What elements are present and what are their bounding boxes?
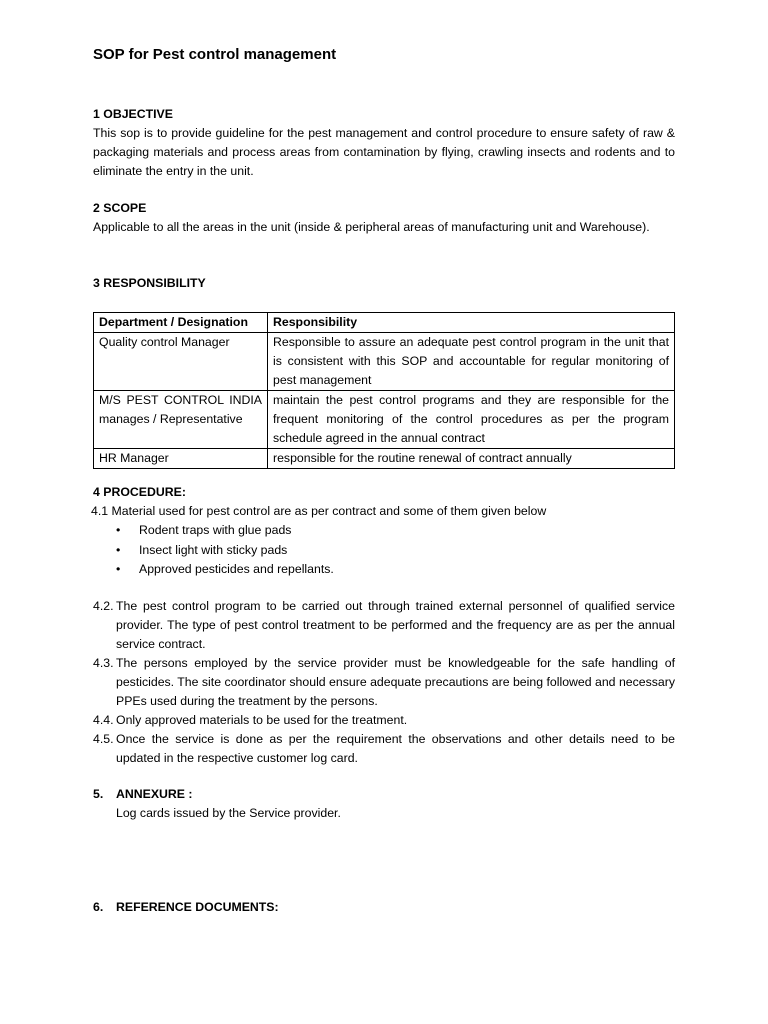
section-scope [93,199,675,237]
table-header-cell: Department / Designation [94,313,268,333]
step-text: Only approved materials to be used for the treatment. [116,713,408,727]
table-cell: HR Manager [94,449,268,469]
list-item: • Rodent traps with glue pads [93,521,675,541]
objective-text: This sop is to provide guideline for the pest management and control procedure to ensure safety of raw & packaging materials and process areas from contamination by flying, crawling insects and rodents and to eliminate the entry in the unit. [93,126,675,178]
section-objective [93,105,675,181]
annexure-heading: ANNEXURE : [116,787,193,801]
table-cell: M/S PEST CONTROL INDIA manages / Representative [94,391,268,449]
annexure-heading-row [93,785,675,804]
section-procedure [93,483,675,580]
step-number: 4.5. [93,732,114,746]
table-cell: maintain the pest control programs and they are responsible for the frequent monitoring of the control procedures as per the program schedule agreed in the annual contract [268,391,675,449]
responsibility-table [93,312,675,469]
table-row [94,391,675,449]
table-row [94,449,675,469]
step-number: 4.2. [93,599,114,613]
step-text: The pest control program to be carried out through trained external personnel of qualified service provider. The type of pest control treatment to be performed and the frequency are as per the annual service contract. [116,599,675,651]
section-annexure [93,785,675,823]
table-row [94,333,675,391]
responsibility-heading: 3 RESPONSIBILITY [93,276,206,290]
table-cell: responsible for the routine renewal of contract annually [268,449,675,469]
table-header-row [94,313,675,333]
reference-heading-row [93,898,675,917]
procedure-steps [93,597,675,768]
procedure-step [93,730,675,768]
reference-number: 6. [93,900,104,914]
step-number: 4.4. [93,713,114,727]
step-text: Once the service is done as per the requirement the observations and other details need to be updated in the respective customer log card. [116,732,675,765]
procedure-step [93,654,675,711]
step-number: 4.3. [93,656,114,670]
document-title: SOP for Pest control management [93,46,337,63]
reference-heading: REFERENCE DOCUMENTS: [116,900,279,914]
table-cell: Quality control Manager [94,333,268,391]
annexure-text: Log cards issued by the Service provider. [116,806,341,820]
responsibility-table-wrap [93,312,675,469]
procedure-step [93,711,675,730]
annexure-number: 5. [93,787,104,801]
procedure-heading: 4 PROCEDURE: [93,485,186,499]
section-reference [93,898,675,917]
list-item: • Insect light with sticky pads [93,541,675,561]
procedure-bullet-list [93,521,675,580]
procedure-intro: 4.1 Material used for pest control are as per contract and some of them given below [91,504,547,518]
table-header-cell: Responsibility [268,313,675,333]
table-cell: Responsible to assure an adequate pest control program in the unit that is consistent with this SOP and accountable for regular monitoring of pest management [268,333,675,391]
objective-heading: 1 OBJECTIVE [93,107,173,121]
step-text: The persons employed by the service provider must be knowledgeable for the safe handling of pesticides. The site coordinator should ensure adequate precautions are being followed and necessary PPEs used during the treatment by the persons. [116,656,675,708]
list-item: • Approved pesticides and repellants. [93,560,675,580]
scope-heading: 2 SCOPE [93,201,147,215]
section-responsibility [93,274,675,293]
scope-text: Applicable to all the areas in the unit (inside & peripheral areas of manufacturing unit and Warehouse). [93,220,650,234]
procedure-step [93,597,675,654]
